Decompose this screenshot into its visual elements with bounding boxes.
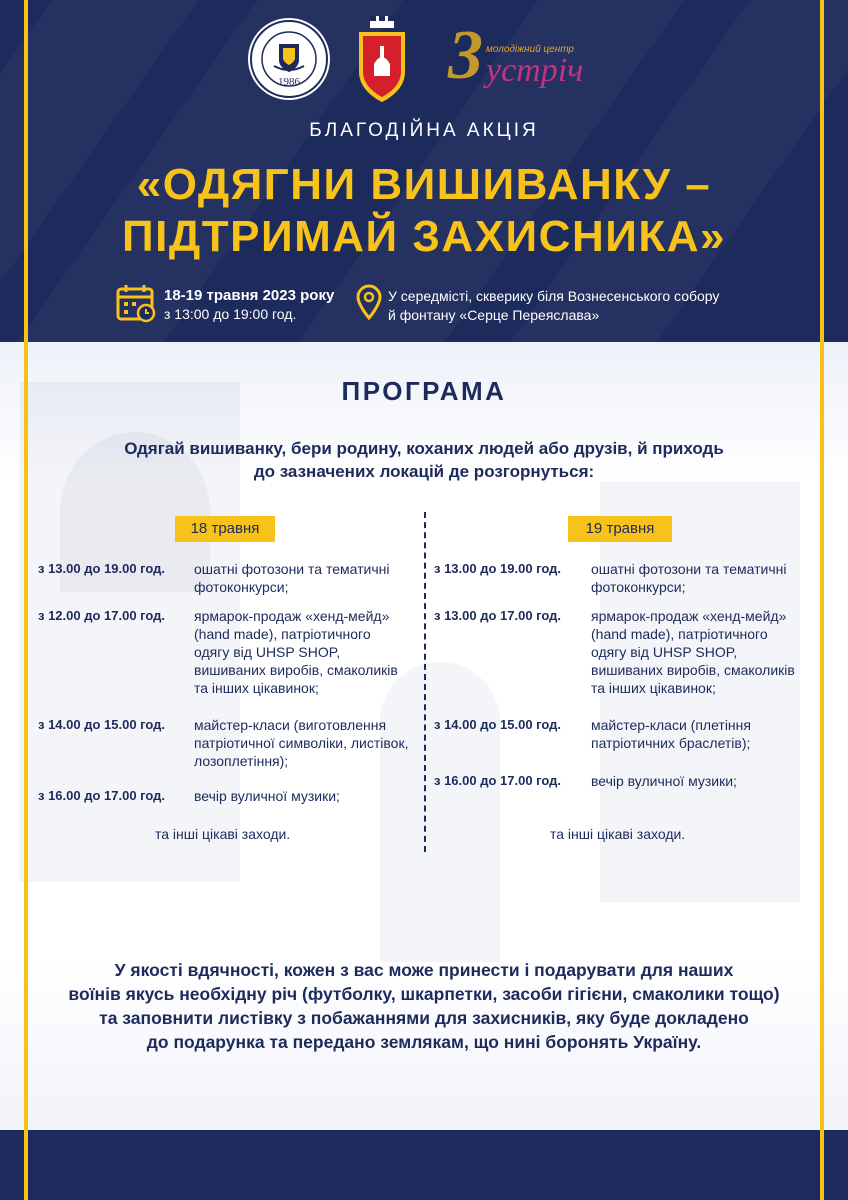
desc-line: патріотичних браслетів); — [591, 735, 751, 751]
desc-line: вечір вуличної музики; — [591, 773, 737, 789]
day2-item1-desc — [591, 560, 786, 596]
desc-line: фотоконкурси; — [194, 579, 289, 595]
program-intro-line2: до зазначених локацій де розгорнуться: — [253, 462, 595, 481]
desc-line: майстер-класи (плетіння — [591, 717, 751, 733]
desc-line: ошатні фотозони та тематичні — [591, 561, 787, 577]
day2-item3-time: з 14.00 до 15.00 год. — [434, 717, 562, 732]
event-location-line1: У середмісті, скверику біля Вознесенського собору — [388, 288, 720, 304]
city-coat-of-arms — [356, 14, 408, 106]
youth-center-number: 3 — [448, 17, 483, 94]
program-title: ПРОГРАМА — [341, 376, 507, 406]
day2-item1-time: з 13.00 до 19.00 год. — [434, 561, 562, 576]
desc-line: лозоплетіння); — [194, 753, 289, 769]
event-title-line1: «ОДЯГНИ ВИШИВАНКУ – — [136, 160, 712, 209]
desc-line: ошатні фотозони та тематичні — [194, 561, 390, 577]
desc-line: фотоконкурси; — [591, 579, 686, 595]
youth-center-small-label: молодіжний центр — [486, 44, 574, 55]
desc-line: вечір вуличної музики; — [194, 788, 340, 804]
day2-item4-time: з 16.00 до 17.00 год. — [434, 773, 562, 788]
youth-center-name: устріч — [486, 52, 584, 89]
closing-line1: У якості вдячності, кожен з вас може принести і подарувати для наших — [114, 960, 734, 980]
day1-item4-desc — [194, 787, 340, 805]
day2-item3-desc — [591, 716, 751, 752]
event-location-line2: й фонтану «Серце Переяслава» — [388, 307, 600, 323]
desc-line: (hand made), патріотичного — [591, 626, 768, 642]
event-date: 18-19 травня 2023 року — [164, 287, 335, 304]
day-divider — [424, 512, 426, 852]
day2-badge: 19 травня — [568, 516, 672, 542]
desc-line: та інших цікавинок; — [194, 680, 319, 696]
desc-line: ярмарок-продаж «хенд-мейд» — [591, 608, 787, 624]
program-intro-line1: Одягай вишиванку, бери родину, коханих людей або друзів, й приходь — [124, 439, 724, 458]
location-pin-icon — [356, 284, 382, 320]
youth-center-logo — [448, 17, 608, 102]
day1-item1-time: з 13.00 до 19.00 год. — [38, 561, 166, 576]
university-year: 1986 — [278, 76, 300, 88]
footer-band — [0, 1130, 848, 1200]
closing-line2: воїнів якусь необхідну річ (футболку, шкарпетки, засоби гігієни, смаколики тощо) — [68, 984, 780, 1004]
day2-item2-desc — [591, 607, 795, 697]
university-logo — [246, 16, 332, 102]
desc-line: одягу від UHSP SHOP, — [591, 644, 738, 660]
day1-item3-desc — [194, 716, 408, 770]
calendar-icon — [116, 283, 156, 323]
desc-line: (hand made), патріотичного — [194, 626, 371, 642]
day1-other: та інші цікаві заходи. — [155, 826, 291, 842]
desc-line: вишиваних виробів, смаколиків — [194, 662, 398, 678]
day2-other: та інші цікаві заходи. — [550, 826, 686, 842]
closing-line4: до подарунка та передано землякам, що нині боронять Україну. — [146, 1032, 702, 1052]
day2-item4-desc — [591, 772, 737, 790]
desc-line: одягу від UHSP SHOP, — [194, 644, 341, 660]
event-time: з 13:00 до 19:00 год. — [164, 306, 297, 322]
action-subtitle: БЛАГОДІЙНА АКЦІЯ — [309, 120, 539, 141]
desc-line: патріотичної символіки, листівок, — [194, 735, 409, 751]
closing-line3: та заповнити листівку з побажаннями для захисників, яку буде докладено — [99, 1008, 749, 1028]
desc-line: вишиваних виробів, смаколиків — [591, 662, 795, 678]
event-location-block — [388, 287, 719, 325]
closing-message — [0, 958, 848, 1054]
day1-item2-time: з 12.00 до 17.00 год. — [38, 608, 166, 623]
desc-line: ярмарок-продаж «хенд-мейд» — [194, 608, 390, 624]
desc-line: та інших цікавинок; — [591, 680, 716, 696]
day1-badge: 18 травня — [175, 516, 275, 542]
event-title-line2: ПІДТРИМАЙ ЗАХИСНИКА» — [122, 212, 726, 261]
day1-item3-time: з 14.00 до 15.00 год. — [38, 717, 166, 732]
event-date-block — [164, 286, 334, 324]
day1-item4-time: з 16.00 до 17.00 год. — [38, 788, 166, 803]
desc-line: майстер-класи (виготовлення — [194, 717, 387, 733]
day1-item1-desc — [194, 560, 389, 596]
program-intro — [0, 437, 848, 483]
day2-item2-time: з 13.00 до 17.00 год. — [434, 608, 562, 623]
day1-item2-desc — [194, 607, 398, 697]
